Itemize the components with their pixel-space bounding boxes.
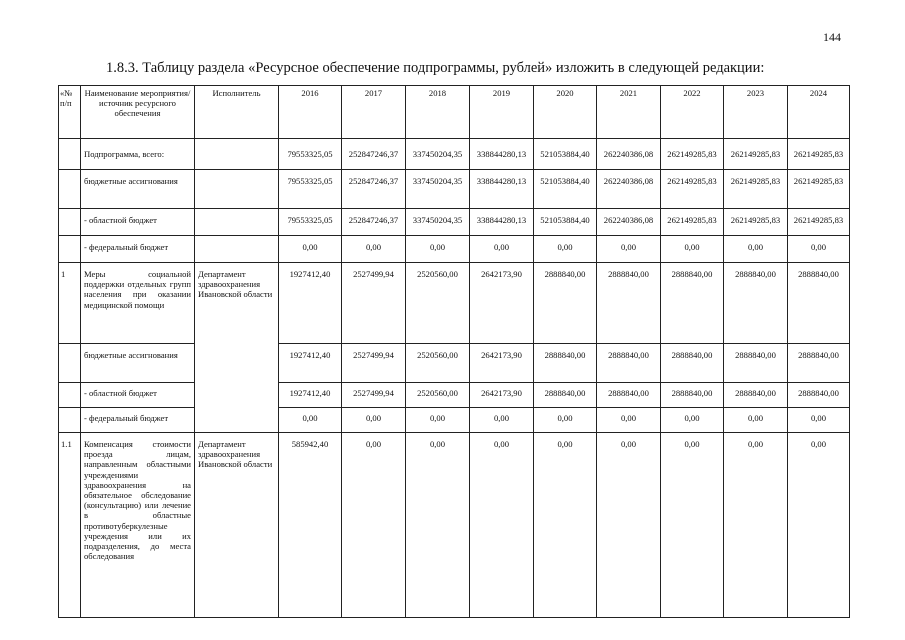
header-year: 2018 [406, 86, 470, 139]
header-executor: Исполнитель [195, 86, 279, 139]
row-value: 262149285,83 [661, 209, 724, 236]
header-year: 2020 [534, 86, 597, 139]
header-year: 2016 [279, 86, 342, 139]
row-value: 79553325,05 [279, 170, 342, 209]
row-value: 0,00 [534, 236, 597, 263]
row-value: 2888840,00 [661, 344, 724, 383]
table-row [59, 209, 850, 236]
row-value: 0,00 [342, 433, 406, 618]
row-value: 521053884,40 [534, 139, 597, 170]
row-value: 337450204,35 [406, 209, 470, 236]
row-value: 2888840,00 [788, 263, 850, 344]
row-executor [195, 383, 279, 408]
row-value: 0,00 [788, 433, 850, 618]
row-name: Подпрограмма, всего: [81, 139, 195, 170]
row-value: 262240386,08 [597, 209, 661, 236]
row-value: 338844280,13 [470, 139, 534, 170]
row-value: 2888840,00 [534, 344, 597, 383]
row-value: 262240386,08 [597, 139, 661, 170]
row-value: 585942,40 [279, 433, 342, 618]
row-value: 2642173,90 [470, 344, 534, 383]
row-value: 0,00 [342, 408, 406, 433]
row-executor: Департамент здравоохранения Ивановской области [195, 263, 279, 344]
row-value: 2642173,90 [470, 263, 534, 344]
table-row [59, 344, 850, 383]
row-value: 2888840,00 [788, 383, 850, 408]
row-value: 0,00 [534, 408, 597, 433]
header-year: 2023 [724, 86, 788, 139]
row-value: 2888840,00 [724, 383, 788, 408]
row-value: 252847246,37 [342, 170, 406, 209]
table-header-row [59, 86, 850, 139]
row-executor [195, 236, 279, 263]
row-value: 337450204,35 [406, 170, 470, 209]
row-value: 0,00 [724, 408, 788, 433]
header-name: Наименование мероприятия/источник ресурсного обеспечения [81, 86, 195, 139]
row-num [59, 344, 81, 383]
row-value: 0,00 [661, 236, 724, 263]
row-value: 79553325,05 [279, 139, 342, 170]
row-value: 2520560,00 [406, 344, 470, 383]
row-executor: Департамент здравоохранения Ивановской области [195, 433, 279, 618]
row-num: 1 [59, 263, 81, 344]
row-num: 1.1 [59, 433, 81, 618]
row-value: 521053884,40 [534, 170, 597, 209]
row-name: Компенсация стоимости проезда лицам, направленным областными учреждениями здравоохранения на обязательное обследование (консультацию) или лечение в областные противотуберкулезные учреждения или их подразделения, до места обследования [81, 433, 195, 618]
row-value: 0,00 [661, 408, 724, 433]
table-row [59, 383, 850, 408]
table-row [59, 170, 850, 209]
row-value: 521053884,40 [534, 209, 597, 236]
row-value: 262149285,83 [724, 139, 788, 170]
table-row [59, 408, 850, 433]
row-value: 262149285,83 [788, 209, 850, 236]
row-value: 2642173,90 [470, 383, 534, 408]
row-value: 2888840,00 [661, 383, 724, 408]
row-value: 0,00 [279, 236, 342, 263]
row-name: - федеральный бюджет [81, 408, 195, 433]
row-num [59, 170, 81, 209]
row-value: 262149285,83 [788, 139, 850, 170]
row-value: 0,00 [342, 236, 406, 263]
row-value: 0,00 [724, 236, 788, 263]
row-value: 2888840,00 [534, 263, 597, 344]
row-value: 0,00 [597, 408, 661, 433]
row-value: 0,00 [470, 408, 534, 433]
row-value: 262149285,83 [724, 209, 788, 236]
row-executor [195, 139, 279, 170]
row-name: - областной бюджет [81, 383, 195, 408]
row-value: 0,00 [788, 408, 850, 433]
header-year: 2022 [661, 86, 724, 139]
row-value: 262149285,83 [661, 139, 724, 170]
row-value: 2520560,00 [406, 263, 470, 344]
row-value: 262240386,08 [597, 170, 661, 209]
row-value: 338844280,13 [470, 170, 534, 209]
page-number: 144 [823, 30, 841, 44]
row-value: 0,00 [534, 433, 597, 618]
row-value: 252847246,37 [342, 139, 406, 170]
row-value: 2527499,94 [342, 263, 406, 344]
row-name: Меры социальной поддержки отдельных групп населения при оказании медицинской помощи [81, 263, 195, 344]
row-value: 2888840,00 [724, 344, 788, 383]
row-name: бюджетные ассигнования [81, 170, 195, 209]
row-num [59, 383, 81, 408]
row-value: 262149285,83 [724, 170, 788, 209]
table-row [59, 139, 850, 170]
row-value: 337450204,35 [406, 139, 470, 170]
row-value: 2527499,94 [342, 383, 406, 408]
row-value: 2888840,00 [534, 383, 597, 408]
row-num [59, 209, 81, 236]
row-value: 0,00 [724, 433, 788, 618]
resource-table [58, 85, 850, 618]
row-value: 2888840,00 [788, 344, 850, 383]
row-value: 0,00 [406, 236, 470, 263]
row-value: 0,00 [788, 236, 850, 263]
row-executor [195, 170, 279, 209]
row-value: 0,00 [406, 433, 470, 618]
row-value: 1927412,40 [279, 344, 342, 383]
row-value: 0,00 [597, 236, 661, 263]
row-value: 0,00 [279, 408, 342, 433]
header-year: 2024 [788, 86, 850, 139]
row-value: 262149285,83 [661, 170, 724, 209]
row-value: 2888840,00 [661, 263, 724, 344]
row-value: 252847246,37 [342, 209, 406, 236]
row-executor [195, 209, 279, 236]
table-row [59, 263, 850, 344]
row-value: 1927412,40 [279, 263, 342, 344]
header-year: 2019 [470, 86, 534, 139]
table-row [59, 236, 850, 263]
row-value: 0,00 [406, 408, 470, 433]
row-value: 2888840,00 [597, 263, 661, 344]
row-value: 2520560,00 [406, 383, 470, 408]
header-num: «№ п/п [59, 86, 81, 139]
row-num [59, 139, 81, 170]
row-value: 2888840,00 [597, 344, 661, 383]
row-executor [195, 408, 279, 433]
section-heading: 1.8.3. Таблицу раздела «Ресурсное обеспечение подпрограммы, рублей» изложить в следующей редакции: [106, 60, 765, 76]
row-value: 1927412,40 [279, 383, 342, 408]
row-name: - областной бюджет [81, 209, 195, 236]
header-year: 2017 [342, 86, 406, 139]
row-name: бюджетные ассигнования [81, 344, 195, 383]
row-value: 338844280,13 [470, 209, 534, 236]
row-executor [195, 344, 279, 383]
row-value: 0,00 [470, 433, 534, 618]
header-year: 2021 [597, 86, 661, 139]
row-num [59, 236, 81, 263]
row-value: 0,00 [470, 236, 534, 263]
table-row [59, 433, 850, 618]
row-value: 0,00 [597, 433, 661, 618]
row-value: 2888840,00 [724, 263, 788, 344]
row-value: 79553325,05 [279, 209, 342, 236]
row-value: 2527499,94 [342, 344, 406, 383]
row-num [59, 408, 81, 433]
row-value: 0,00 [661, 433, 724, 618]
row-name: - федеральный бюджет [81, 236, 195, 263]
row-value: 2888840,00 [597, 383, 661, 408]
row-value: 262149285,83 [788, 170, 850, 209]
